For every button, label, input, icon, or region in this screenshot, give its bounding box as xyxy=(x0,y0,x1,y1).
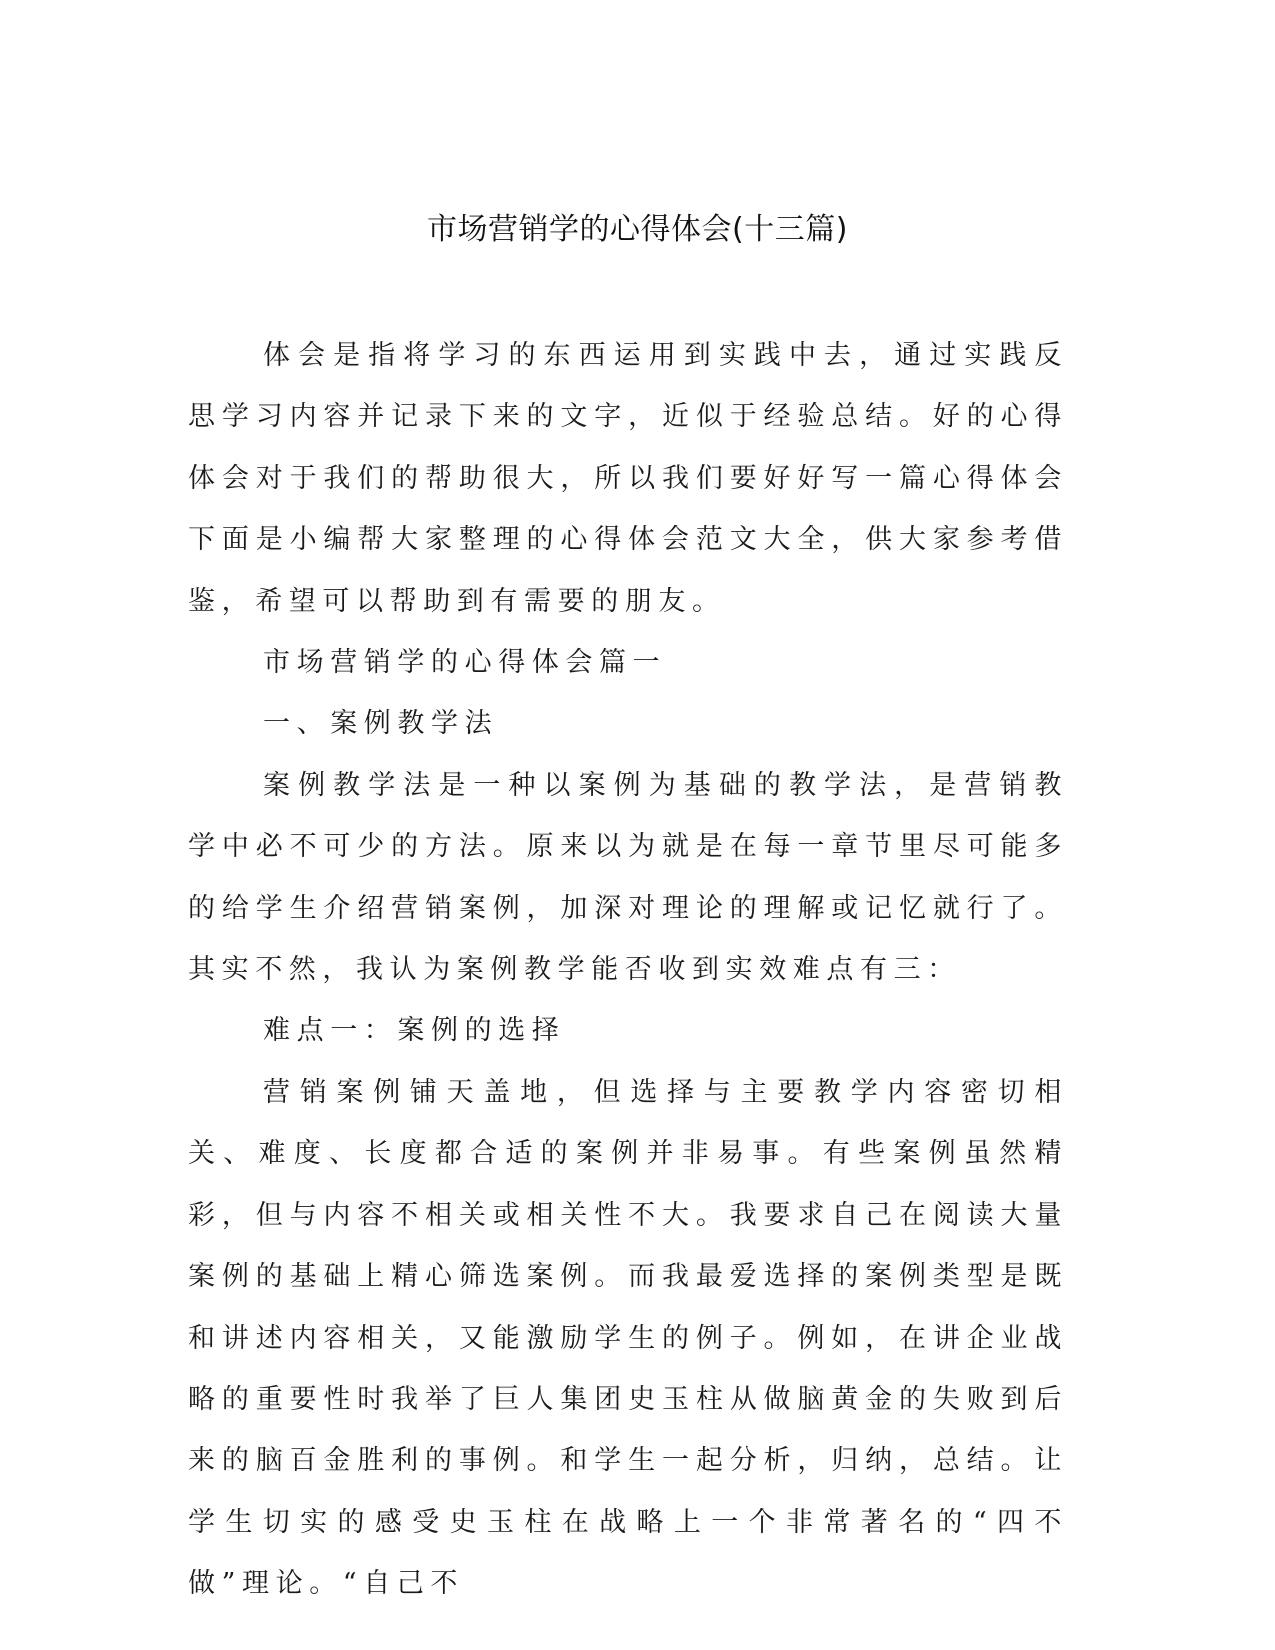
difficulty-heading: 难点一：案例的选择 xyxy=(263,1015,566,1047)
document-title: 市场营销学的心得体会(十三篇) xyxy=(427,212,848,247)
section-heading: 市场营销学的心得体会篇一 xyxy=(263,647,667,679)
body-paragraph: 案例教学法是一种以案例为基础的教学法，是营销教学中必不可少的方法。原来以为就是在每一章节里尽可能多的给学生介绍营销案例，加深对理论的理解或记忆就行了。其实不然，我认为案例教学能否收到实效难点有三： xyxy=(188,769,1068,986)
subsection-heading: 一、案例教学法 xyxy=(263,708,499,740)
intro-paragraph: 体会是指将学习的东西运用到实践中去，通过实践反思学习内容并记录下来的文字，近似于经验总结。好的心得体会对于我们的帮助很大，所以我们要好好写一篇心得体会下面是小编帮大家整理的心得体会范文大全，供大家参考借鉴，希望可以帮助到有需要的朋友。 xyxy=(188,340,1068,617)
document-body xyxy=(188,325,1068,1615)
body-paragraph: 营销案例铺天盖地，但选择与主要教学内容密切相关、难度、长度都合适的案例并非易事。有些案例虽然精彩，但与内容不相关或相关性不大。我要求自己在阅读大量案例的基础上精心筛选案例。而我最爱选择的案例类型是既和讲述内容相关，又能激励学生的例子。例如，在讲企业战略的重要性时我举了巨人集团史玉柱从做脑黄金的失败到后来的脑百金胜利的事例。和学生一起分析，归纳，总结。让学生切实的感受史玉柱在战略上一个非常著名的“四不做”理论。“自己不 xyxy=(188,1076,1068,1600)
